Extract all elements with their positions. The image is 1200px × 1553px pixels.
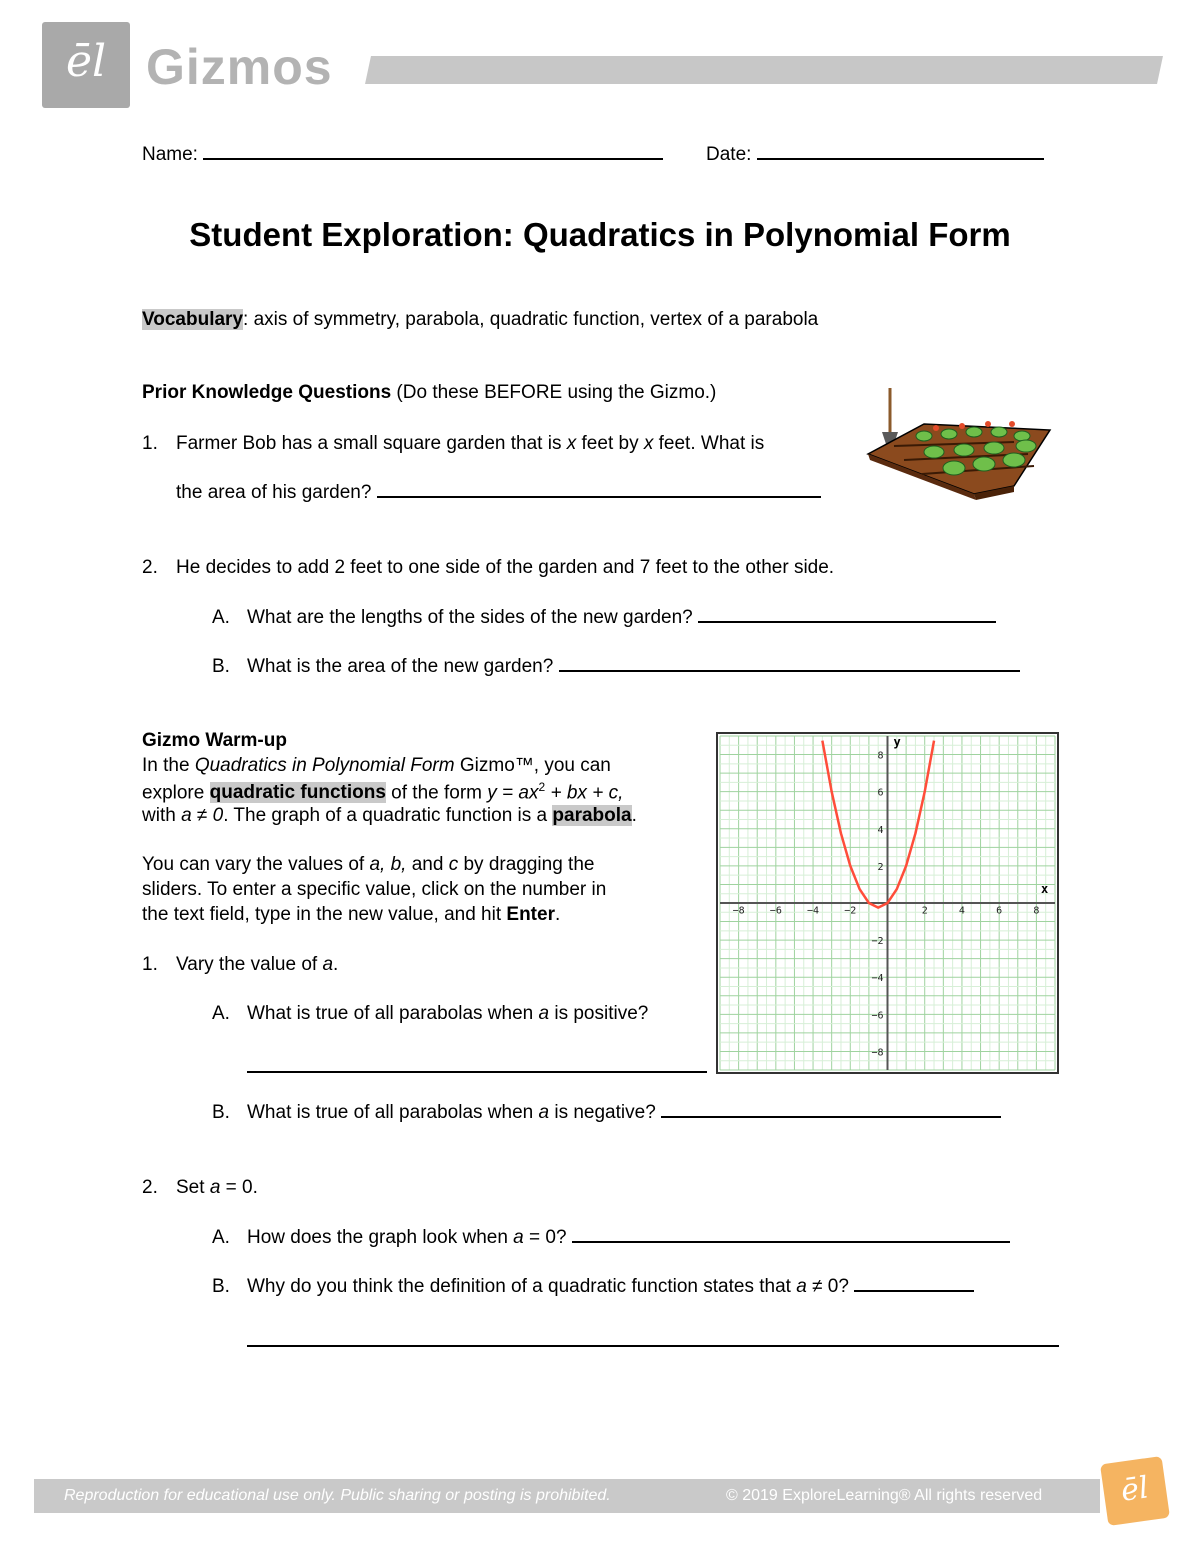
name-field[interactable] xyxy=(203,158,663,160)
prior-heading: Prior Knowledge Questions (Do these BEFORE using the Gizmo.) xyxy=(142,382,717,403)
y-tick-label: 6 xyxy=(877,787,884,799)
warmup-p2: explore quadratic functions of the form $y = ax^2$ + bx + c, xyxy=(142,780,624,804)
warmup-p5: sliders. To enter a specific value, click on the number in xyxy=(142,879,607,900)
term-parabola: parabola xyxy=(552,805,632,826)
name-row xyxy=(142,144,663,166)
footer-copyright: © 2019 ExploreLearning® All rights reserved xyxy=(726,1487,1043,1504)
answer-line[interactable] xyxy=(661,1116,1001,1118)
x-tick-label: 4 xyxy=(958,905,965,917)
y-tick-label: −4 xyxy=(871,973,884,985)
prior-q2: 2. He decides to add 2 feet to one side of the garden and 7 feet to the other side. xyxy=(142,557,835,578)
term-quadratic-functions: quadratic functions xyxy=(209,782,386,804)
answer-line[interactable] xyxy=(572,1241,1010,1243)
prior-q1-line2: the area of his garden? xyxy=(176,482,821,504)
x-axis-label: x xyxy=(1041,882,1049,896)
header-bar xyxy=(365,56,1163,84)
warmup-q2a: A. How does the graph look when a = 0? xyxy=(212,1227,230,1249)
warmup-p1: In the Quadratics in Polynomial Form Gizmo™, you can xyxy=(142,755,611,776)
prior-q2a: A. What are the lengths of the sides of the new garden? xyxy=(212,607,230,629)
answer-line[interactable] xyxy=(247,1345,1059,1347)
warmup-q2b: B. Why do you think the definition of a quadratic function states that a ≠ 0? xyxy=(212,1276,230,1298)
vocabulary-text: : axis of symmetry, parabola, quadratic function, vertex of a parabola xyxy=(243,309,819,330)
y-tick-label: −8 xyxy=(871,1047,884,1059)
warmup-heading: Gizmo Warm-up xyxy=(142,730,287,751)
y-tick-label: 8 xyxy=(877,750,884,762)
explorelearning-logo: ēl xyxy=(42,22,130,108)
parabola-graph xyxy=(716,732,1059,1074)
name-label: Name: xyxy=(142,144,198,165)
prior-q1: 1. Farmer Bob has a small square garden that is x feet by x feet. What is xyxy=(142,433,765,454)
y-tick-label: 4 xyxy=(877,824,884,836)
answer-line[interactable] xyxy=(247,1071,707,1073)
gizmos-brand: Gizmos xyxy=(146,39,333,95)
y-axis-label: y xyxy=(893,735,901,749)
vocabulary xyxy=(142,309,818,331)
garden-illustration xyxy=(864,384,1054,500)
x-tick-label: 6 xyxy=(996,905,1003,917)
date-row xyxy=(706,144,1044,166)
y-tick-label: −2 xyxy=(871,936,884,948)
date-field[interactable] xyxy=(757,158,1044,160)
x-tick-label: −4 xyxy=(807,905,820,917)
page-title: Student Exploration: Quadratics in Polynomial Form xyxy=(189,216,1011,253)
x-tick-label: −8 xyxy=(732,905,745,917)
y-tick-label: −6 xyxy=(871,1010,884,1022)
prior-q2b: B. What is the area of the new garden? xyxy=(212,656,230,678)
footer-logo: ēl xyxy=(1100,1456,1170,1526)
x-tick-label: −6 xyxy=(769,905,782,917)
x-tick-label: −2 xyxy=(844,905,857,917)
answer-line[interactable] xyxy=(377,496,821,498)
warmup-p3: with a ≠ 0. The graph of a quadratic function is a parabola. xyxy=(142,805,637,826)
x-tick-label: 2 xyxy=(921,905,928,917)
warmup-q1a: A. What is true of all parabolas when a is positive? xyxy=(212,1003,649,1024)
warmup-q1: 1. Vary the value of a. xyxy=(142,954,339,975)
footer-notice: Reproduction for educational use only. Public sharing or posting is prohibited. xyxy=(64,1487,611,1504)
date-label: Date: xyxy=(706,144,752,165)
answer-line[interactable] xyxy=(698,621,996,623)
answer-line[interactable] xyxy=(854,1290,974,1292)
warmup-q1b: B. What is true of all parabolas when a is negative? xyxy=(212,1102,230,1124)
y-tick-label: 2 xyxy=(877,861,884,873)
x-tick-label: 8 xyxy=(1033,905,1040,917)
warmup-p4: You can vary the values of a, b, and c by dragging the xyxy=(142,854,595,875)
vocabulary-label: Vocabulary xyxy=(142,309,244,330)
answer-line[interactable] xyxy=(559,670,1020,672)
warmup-q2: 2. Set a = 0. xyxy=(142,1177,258,1198)
warmup-p6: the text field, type in the new value, and hit Enter. xyxy=(142,904,561,925)
